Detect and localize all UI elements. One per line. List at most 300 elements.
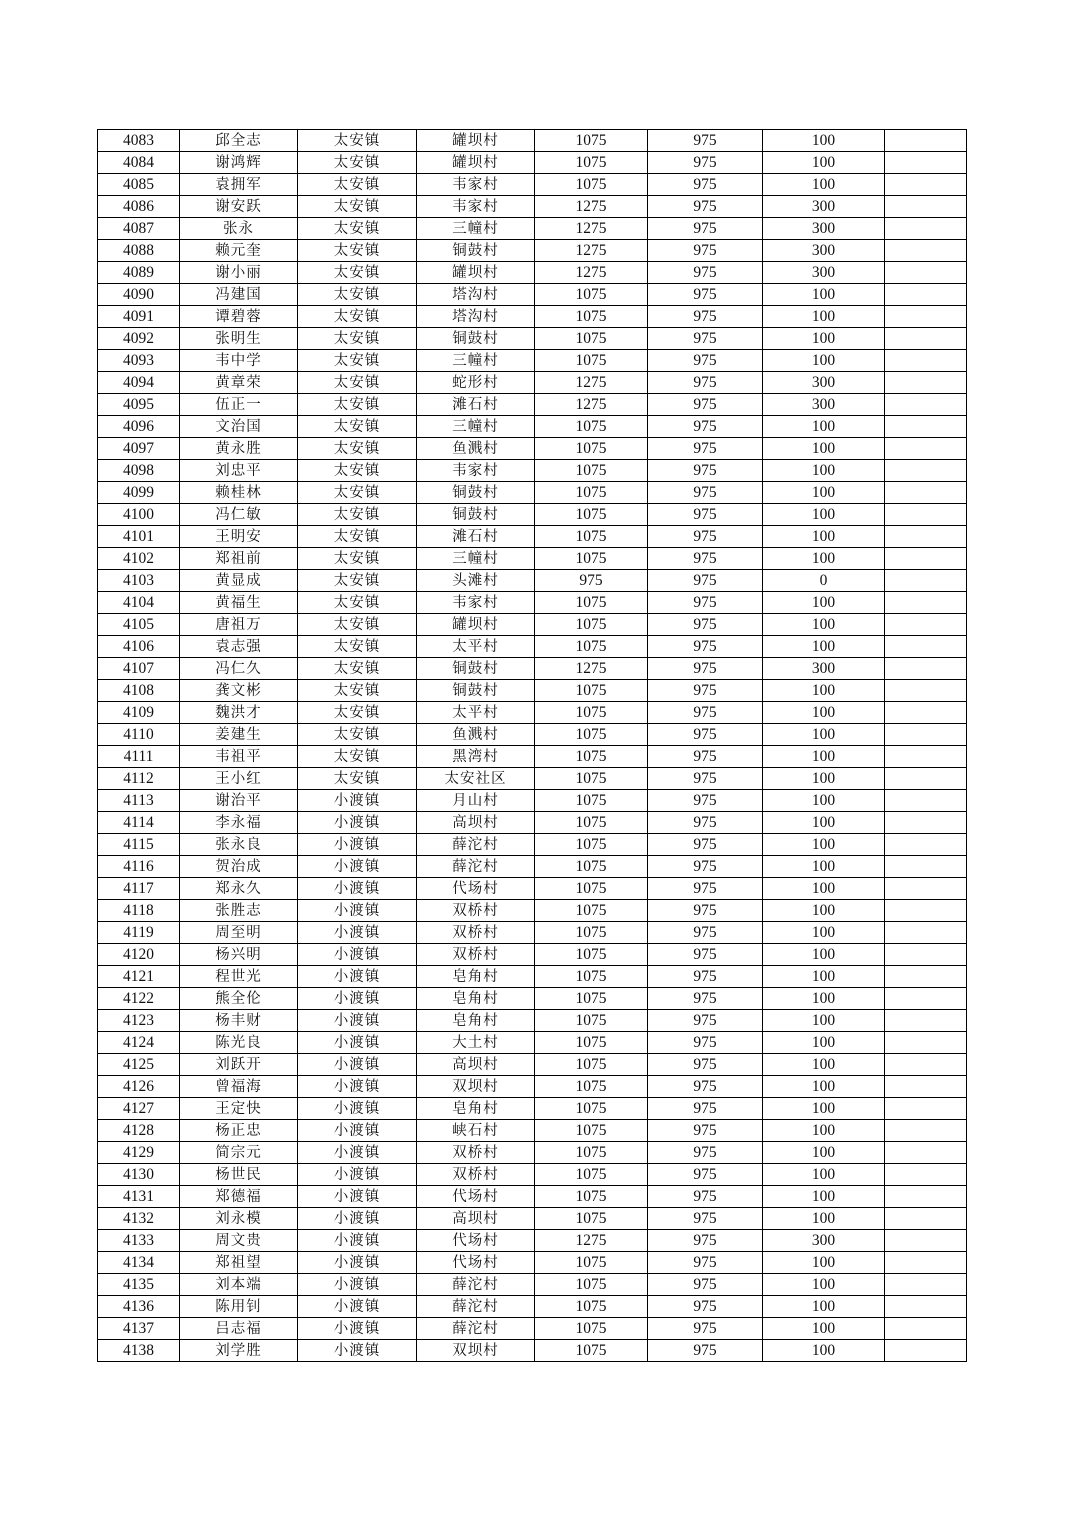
amount-b-cell: 975: [648, 262, 763, 284]
village-cell: 高坝村: [417, 812, 535, 834]
serial-number-cell: 4084: [98, 152, 180, 174]
amount-a-cell: 1075: [535, 306, 648, 328]
town-cell: 太安镇: [298, 460, 417, 482]
remark-cell: [885, 174, 967, 196]
town-cell: 太安镇: [298, 680, 417, 702]
table-row: [98, 1010, 967, 1032]
remark-cell: [885, 1186, 967, 1208]
difference-cell: 100: [763, 416, 885, 438]
serial-number-cell: 4132: [98, 1208, 180, 1230]
amount-a-cell: 1075: [535, 438, 648, 460]
amount-a-cell: 1075: [535, 812, 648, 834]
amount-a-cell: 1275: [535, 262, 648, 284]
town-cell: 太安镇: [298, 768, 417, 790]
table-row: [98, 1274, 967, 1296]
name-cell: 黄永胜: [180, 438, 298, 460]
village-cell: 薛沱村: [417, 834, 535, 856]
name-cell: 谢小丽: [180, 262, 298, 284]
town-cell: 太安镇: [298, 636, 417, 658]
amount-a-cell: 1075: [535, 768, 648, 790]
difference-cell: 100: [763, 1274, 885, 1296]
table-row: [98, 856, 967, 878]
town-cell: 小渡镇: [298, 812, 417, 834]
serial-number-cell: 4085: [98, 174, 180, 196]
table-row: [98, 1230, 967, 1252]
table-row: [98, 394, 967, 416]
table-row: [98, 658, 967, 680]
table-row: [98, 988, 967, 1010]
town-cell: 太安镇: [298, 482, 417, 504]
amount-a-cell: 1075: [535, 284, 648, 306]
name-cell: 赖桂林: [180, 482, 298, 504]
amount-b-cell: 975: [648, 1208, 763, 1230]
village-cell: 月山村: [417, 790, 535, 812]
serial-number-cell: 4087: [98, 218, 180, 240]
amount-b-cell: 975: [648, 878, 763, 900]
serial-number-cell: 4131: [98, 1186, 180, 1208]
difference-cell: 300: [763, 218, 885, 240]
table-row: [98, 790, 967, 812]
serial-number-cell: 4136: [98, 1296, 180, 1318]
difference-cell: 100: [763, 768, 885, 790]
amount-b-cell: 975: [648, 1340, 763, 1362]
name-cell: 谭碧蓉: [180, 306, 298, 328]
table-row: [98, 944, 967, 966]
remark-cell: [885, 372, 967, 394]
remark-cell: [885, 988, 967, 1010]
name-cell: 熊全伦: [180, 988, 298, 1010]
difference-cell: 100: [763, 1098, 885, 1120]
town-cell: 太安镇: [298, 570, 417, 592]
amount-a-cell: 1275: [535, 372, 648, 394]
difference-cell: 100: [763, 504, 885, 526]
name-cell: 郑祖前: [180, 548, 298, 570]
village-cell: 薛沱村: [417, 1318, 535, 1340]
town-cell: 小渡镇: [298, 1142, 417, 1164]
amount-a-cell: 1075: [535, 548, 648, 570]
town-cell: 太安镇: [298, 658, 417, 680]
amount-b-cell: 975: [648, 460, 763, 482]
difference-cell: 100: [763, 1208, 885, 1230]
amount-a-cell: 1275: [535, 196, 648, 218]
village-cell: 塔沟村: [417, 284, 535, 306]
town-cell: 小渡镇: [298, 1230, 417, 1252]
town-cell: 小渡镇: [298, 1054, 417, 1076]
village-cell: 罐坝村: [417, 152, 535, 174]
amount-a-cell: 1075: [535, 1120, 648, 1142]
serial-number-cell: 4110: [98, 724, 180, 746]
town-cell: 小渡镇: [298, 1010, 417, 1032]
serial-number-cell: 4113: [98, 790, 180, 812]
village-cell: 代场村: [417, 1252, 535, 1274]
village-cell: 薛沱村: [417, 856, 535, 878]
amount-a-cell: 1075: [535, 1186, 648, 1208]
serial-number-cell: 4089: [98, 262, 180, 284]
difference-cell: 100: [763, 328, 885, 350]
table-row: [98, 1318, 967, 1340]
table-row: [98, 196, 967, 218]
village-cell: 三幢村: [417, 416, 535, 438]
town-cell: 太安镇: [298, 746, 417, 768]
village-cell: 罐坝村: [417, 130, 535, 152]
amount-a-cell: 1075: [535, 174, 648, 196]
serial-number-cell: 4117: [98, 878, 180, 900]
table-row: [98, 636, 967, 658]
serial-number-cell: 4124: [98, 1032, 180, 1054]
difference-cell: 100: [763, 350, 885, 372]
name-cell: 刘学胜: [180, 1340, 298, 1362]
name-cell: 唐祖万: [180, 614, 298, 636]
village-cell: 双桥村: [417, 900, 535, 922]
difference-cell: 100: [763, 1318, 885, 1340]
amount-a-cell: 1075: [535, 856, 648, 878]
town-cell: 小渡镇: [298, 1186, 417, 1208]
difference-cell: 100: [763, 482, 885, 504]
amount-b-cell: 975: [648, 702, 763, 724]
name-cell: 谢鸿辉: [180, 152, 298, 174]
difference-cell: 100: [763, 526, 885, 548]
difference-cell: 100: [763, 1186, 885, 1208]
difference-cell: 100: [763, 724, 885, 746]
village-cell: 滩石村: [417, 526, 535, 548]
name-cell: 程世光: [180, 966, 298, 988]
serial-number-cell: 4111: [98, 746, 180, 768]
name-cell: 杨世民: [180, 1164, 298, 1186]
name-cell: 黄章荣: [180, 372, 298, 394]
table-row: [98, 1054, 967, 1076]
name-cell: 吕志福: [180, 1318, 298, 1340]
serial-number-cell: 4107: [98, 658, 180, 680]
village-cell: 三幢村: [417, 548, 535, 570]
amount-a-cell: 1075: [535, 350, 648, 372]
name-cell: 郑祖望: [180, 1252, 298, 1274]
town-cell: 太安镇: [298, 152, 417, 174]
remark-cell: [885, 416, 967, 438]
village-cell: 双坝村: [417, 1076, 535, 1098]
remark-cell: [885, 130, 967, 152]
amount-a-cell: 1075: [535, 1054, 648, 1076]
amount-a-cell: 1075: [535, 1164, 648, 1186]
serial-number-cell: 4106: [98, 636, 180, 658]
difference-cell: 300: [763, 394, 885, 416]
difference-cell: 100: [763, 636, 885, 658]
remark-cell: [885, 262, 967, 284]
village-cell: 韦家村: [417, 460, 535, 482]
difference-cell: 100: [763, 284, 885, 306]
table-row: [98, 218, 967, 240]
amount-a-cell: 1075: [535, 1340, 648, 1362]
town-cell: 太安镇: [298, 218, 417, 240]
town-cell: 小渡镇: [298, 878, 417, 900]
village-cell: 皂角村: [417, 988, 535, 1010]
amount-b-cell: 975: [648, 548, 763, 570]
difference-cell: 100: [763, 1296, 885, 1318]
serial-number-cell: 4092: [98, 328, 180, 350]
difference-cell: 100: [763, 702, 885, 724]
name-cell: 张明生: [180, 328, 298, 350]
serial-number-cell: 4138: [98, 1340, 180, 1362]
town-cell: 太安镇: [298, 240, 417, 262]
difference-cell: 100: [763, 592, 885, 614]
serial-number-cell: 4125: [98, 1054, 180, 1076]
serial-number-cell: 4095: [98, 394, 180, 416]
town-cell: 太安镇: [298, 394, 417, 416]
name-cell: 黄显成: [180, 570, 298, 592]
serial-number-cell: 4102: [98, 548, 180, 570]
name-cell: 张永良: [180, 834, 298, 856]
amount-a-cell: 1075: [535, 834, 648, 856]
remark-cell: [885, 1318, 967, 1340]
village-cell: 三幢村: [417, 350, 535, 372]
town-cell: 小渡镇: [298, 1120, 417, 1142]
difference-cell: 100: [763, 174, 885, 196]
serial-number-cell: 4135: [98, 1274, 180, 1296]
difference-cell: 100: [763, 988, 885, 1010]
amount-a-cell: 1075: [535, 988, 648, 1010]
amount-a-cell: 1075: [535, 130, 648, 152]
serial-number-cell: 4091: [98, 306, 180, 328]
amount-b-cell: 975: [648, 1252, 763, 1274]
name-cell: 刘忠平: [180, 460, 298, 482]
village-cell: 鱼溅村: [417, 724, 535, 746]
name-cell: 刘跃开: [180, 1054, 298, 1076]
name-cell: 冯建国: [180, 284, 298, 306]
village-cell: 皂角村: [417, 966, 535, 988]
name-cell: 陈用钊: [180, 1296, 298, 1318]
name-cell: 邱全志: [180, 130, 298, 152]
amount-b-cell: 975: [648, 614, 763, 636]
name-cell: 袁拥军: [180, 174, 298, 196]
difference-cell: 100: [763, 878, 885, 900]
amount-b-cell: 975: [648, 680, 763, 702]
amount-a-cell: 1075: [535, 1076, 648, 1098]
amount-a-cell: 1075: [535, 328, 648, 350]
amount-a-cell: 1075: [535, 790, 648, 812]
amount-a-cell: 1275: [535, 1230, 648, 1252]
name-cell: 谢安跃: [180, 196, 298, 218]
remark-cell: [885, 592, 967, 614]
amount-b-cell: 975: [648, 790, 763, 812]
amount-b-cell: 975: [648, 1032, 763, 1054]
remark-cell: [885, 702, 967, 724]
remark-cell: [885, 614, 967, 636]
amount-b-cell: 975: [648, 988, 763, 1010]
name-cell: 韦祖平: [180, 746, 298, 768]
amount-a-cell: 1075: [535, 614, 648, 636]
village-cell: 韦家村: [417, 196, 535, 218]
village-cell: 鱼溅村: [417, 438, 535, 460]
village-cell: 峡石村: [417, 1120, 535, 1142]
serial-number-cell: 4096: [98, 416, 180, 438]
remark-cell: [885, 944, 967, 966]
town-cell: 小渡镇: [298, 988, 417, 1010]
serial-number-cell: 4088: [98, 240, 180, 262]
village-cell: 韦家村: [417, 592, 535, 614]
remark-cell: [885, 636, 967, 658]
name-cell: 刘永模: [180, 1208, 298, 1230]
table-row: [98, 130, 967, 152]
village-cell: 代场村: [417, 1186, 535, 1208]
amount-a-cell: 1075: [535, 1296, 648, 1318]
serial-number-cell: 4083: [98, 130, 180, 152]
amount-b-cell: 975: [648, 812, 763, 834]
amount-b-cell: 975: [648, 372, 763, 394]
amount-b-cell: 975: [648, 724, 763, 746]
name-cell: 黄福生: [180, 592, 298, 614]
difference-cell: 100: [763, 614, 885, 636]
remark-cell: [885, 790, 967, 812]
village-cell: 黑湾村: [417, 746, 535, 768]
serial-number-cell: 4128: [98, 1120, 180, 1142]
table-row: [98, 526, 967, 548]
village-cell: 双坝村: [417, 1340, 535, 1362]
table-row: [98, 152, 967, 174]
name-cell: 伍正一: [180, 394, 298, 416]
remark-cell: [885, 922, 967, 944]
table-row: [98, 1098, 967, 1120]
amount-b-cell: 975: [648, 328, 763, 350]
remark-cell: [885, 1054, 967, 1076]
name-cell: 郑永久: [180, 878, 298, 900]
remark-cell: [885, 548, 967, 570]
town-cell: 小渡镇: [298, 1252, 417, 1274]
table-row: [98, 878, 967, 900]
amount-a-cell: 1075: [535, 1142, 648, 1164]
town-cell: 小渡镇: [298, 1340, 417, 1362]
village-cell: 太平村: [417, 636, 535, 658]
remark-cell: [885, 218, 967, 240]
amount-a-cell: 1075: [535, 1208, 648, 1230]
table-row: [98, 746, 967, 768]
difference-cell: 100: [763, 834, 885, 856]
table-row: [98, 702, 967, 724]
amount-a-cell: 1275: [535, 658, 648, 680]
village-cell: 双桥村: [417, 944, 535, 966]
remark-cell: [885, 1164, 967, 1186]
town-cell: 小渡镇: [298, 900, 417, 922]
table-row: [98, 460, 967, 482]
table-row: [98, 372, 967, 394]
remark-cell: [885, 526, 967, 548]
amount-b-cell: 975: [648, 438, 763, 460]
town-cell: 太安镇: [298, 504, 417, 526]
remark-cell: [885, 482, 967, 504]
difference-cell: 100: [763, 966, 885, 988]
table-row: [98, 724, 967, 746]
serial-number-cell: 4094: [98, 372, 180, 394]
table-row: [98, 570, 967, 592]
amount-a-cell: 1075: [535, 1252, 648, 1274]
table-row: [98, 768, 967, 790]
difference-cell: 100: [763, 944, 885, 966]
name-cell: 冯仁敏: [180, 504, 298, 526]
difference-cell: 100: [763, 1076, 885, 1098]
town-cell: 太安镇: [298, 548, 417, 570]
serial-number-cell: 4118: [98, 900, 180, 922]
difference-cell: 100: [763, 1252, 885, 1274]
remark-cell: [885, 1340, 967, 1362]
amount-a-cell: 1075: [535, 944, 648, 966]
difference-cell: 100: [763, 306, 885, 328]
town-cell: 小渡镇: [298, 1076, 417, 1098]
table-row: [98, 1208, 967, 1230]
difference-cell: 300: [763, 658, 885, 680]
remark-cell: [885, 504, 967, 526]
name-cell: 姜建生: [180, 724, 298, 746]
amount-a-cell: 1075: [535, 152, 648, 174]
serial-number-cell: 4115: [98, 834, 180, 856]
name-cell: 袁志强: [180, 636, 298, 658]
remark-cell: [885, 1296, 967, 1318]
table-row: [98, 262, 967, 284]
amount-b-cell: 975: [648, 218, 763, 240]
difference-cell: 100: [763, 1142, 885, 1164]
village-cell: 代场村: [417, 878, 535, 900]
town-cell: 太安镇: [298, 438, 417, 460]
town-cell: 太安镇: [298, 130, 417, 152]
amount-b-cell: 975: [648, 834, 763, 856]
village-cell: 罐坝村: [417, 614, 535, 636]
serial-number-cell: 4134: [98, 1252, 180, 1274]
village-cell: 罐坝村: [417, 262, 535, 284]
amount-b-cell: 975: [648, 526, 763, 548]
name-cell: 冯仁久: [180, 658, 298, 680]
table-row: [98, 1296, 967, 1318]
table-row: [98, 1252, 967, 1274]
amount-a-cell: 1275: [535, 218, 648, 240]
remark-cell: [885, 724, 967, 746]
serial-number-cell: 4116: [98, 856, 180, 878]
village-cell: 韦家村: [417, 174, 535, 196]
serial-number-cell: 4114: [98, 812, 180, 834]
table-row: [98, 1186, 967, 1208]
village-cell: 铜鼓村: [417, 240, 535, 262]
table-row: [98, 1032, 967, 1054]
serial-number-cell: 4126: [98, 1076, 180, 1098]
remark-cell: [885, 1120, 967, 1142]
serial-number-cell: 4090: [98, 284, 180, 306]
difference-cell: 100: [763, 1120, 885, 1142]
serial-number-cell: 4093: [98, 350, 180, 372]
name-cell: 周至明: [180, 922, 298, 944]
amount-a-cell: 1075: [535, 636, 648, 658]
table-row: [98, 548, 967, 570]
town-cell: 小渡镇: [298, 1098, 417, 1120]
village-cell: 太平村: [417, 702, 535, 724]
town-cell: 小渡镇: [298, 1296, 417, 1318]
village-cell: 三幢村: [417, 218, 535, 240]
serial-number-cell: 4100: [98, 504, 180, 526]
amount-b-cell: 975: [648, 240, 763, 262]
amount-b-cell: 975: [648, 592, 763, 614]
remark-cell: [885, 570, 967, 592]
table-row: [98, 592, 967, 614]
amount-b-cell: 975: [648, 658, 763, 680]
town-cell: 太安镇: [298, 526, 417, 548]
serial-number-cell: 4105: [98, 614, 180, 636]
amount-b-cell: 975: [648, 746, 763, 768]
amount-a-cell: 1075: [535, 526, 648, 548]
village-cell: 塔沟村: [417, 306, 535, 328]
village-cell: 铜鼓村: [417, 680, 535, 702]
town-cell: 太安镇: [298, 262, 417, 284]
amount-b-cell: 975: [648, 1120, 763, 1142]
remark-cell: [885, 438, 967, 460]
amount-a-cell: 1075: [535, 416, 648, 438]
serial-number-cell: 4137: [98, 1318, 180, 1340]
amount-a-cell: 1075: [535, 504, 648, 526]
table-row: [98, 328, 967, 350]
